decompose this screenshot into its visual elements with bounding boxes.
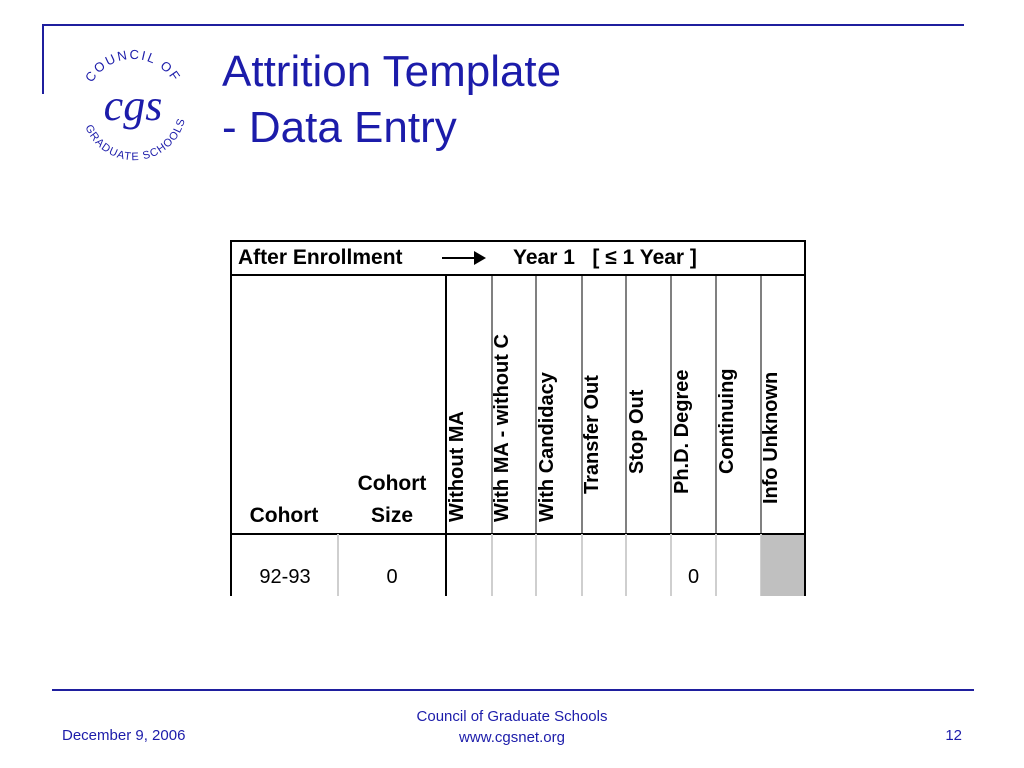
row-cohort-cell[interactable]: 92-93	[259, 566, 311, 588]
arrow-icon	[442, 251, 486, 265]
col-header-continuing: Continuing	[715, 368, 738, 474]
cgs-logo	[68, 42, 198, 172]
title-line-2: - Data Entry	[222, 103, 457, 152]
col-header-info-unknown: Info Unknown	[760, 371, 782, 504]
col-header-with-candidacy: With Candidacy	[536, 372, 558, 522]
period-label: Year 1 [ ≤ 1 Year ]	[513, 246, 697, 269]
row-size-cell[interactable]: 0	[386, 566, 398, 588]
footer-org: Council of Graduate Schools	[416, 708, 608, 725]
bottom-rule	[52, 689, 974, 691]
logo-monogram: cgs	[103, 81, 163, 130]
cohort-size-header-line1: Cohort	[357, 472, 427, 495]
col-header-transfer-out: Transfer Out	[581, 375, 603, 494]
col-header-stop-out: Stop Out	[625, 389, 648, 474]
cohort-header: Cohort	[249, 504, 319, 527]
left-rule	[42, 24, 44, 94]
logo-arc-bottom: GRADUATE SCHOOLS	[82, 116, 188, 164]
footer-date: December 9, 2006	[62, 727, 186, 744]
row-value-phd-degree[interactable]: 0	[687, 566, 700, 588]
page-number: 12	[945, 727, 962, 744]
footer-url[interactable]: www.cgsnet.org	[459, 729, 565, 746]
col-header-without-ma: Without MA	[446, 411, 468, 522]
title-line-1: Attrition Template	[222, 47, 562, 96]
attrition-table	[230, 240, 806, 600]
shaded-cell	[761, 535, 804, 596]
slide-title	[222, 44, 561, 156]
col-header-with-ma-without-c: With MA - without C	[491, 334, 513, 522]
top-rule	[42, 24, 964, 26]
logo-arc-top: COUNCIL OF	[81, 46, 185, 85]
col-header-phd-degree: Ph.D. Degree	[670, 369, 693, 494]
cohort-size-header-line2: Size	[370, 504, 414, 527]
svg-text:COUNCIL OF	[82, 47, 184, 85]
footer-center	[362, 706, 662, 748]
after-enrollment-label: After Enrollment	[238, 246, 403, 269]
